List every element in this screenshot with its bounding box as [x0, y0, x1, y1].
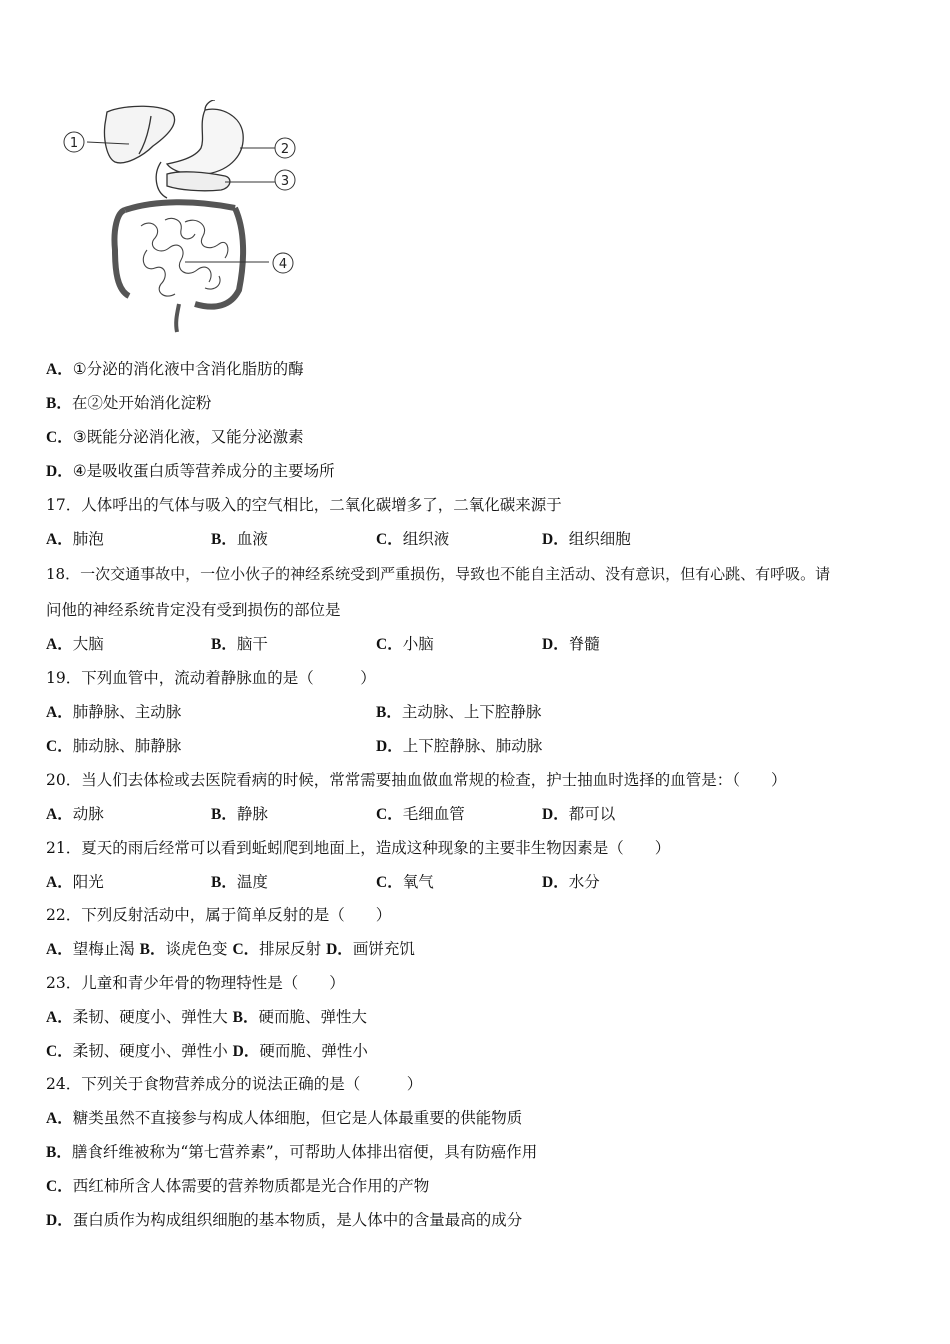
q21-option-b[interactable]: B．温度: [211, 873, 268, 891]
q19-option-b[interactable]: B．主动脉、上下腔静脉: [376, 703, 542, 721]
q24-option-b[interactable]: B．膳食纤维被称为“第七营养素”，可帮助人体排出宿便，具有防癌作用: [46, 1143, 538, 1161]
q24-option-c[interactable]: C．西红柿所含人体需要的营养物质都是光合作用的产物: [46, 1177, 430, 1195]
q20-option-b[interactable]: B．静脉: [211, 805, 268, 823]
q19-option-a[interactable]: A．肺静脉、主动脉: [46, 703, 182, 721]
q22-option-b[interactable]: B．谈虎色变: [139, 940, 228, 958]
q17-stem: 17．人体呼出的气体与吸入的空气相比，二氧化碳增多了，二氧化碳来源于: [46, 496, 562, 514]
figure-label-2: 2: [280, 142, 290, 157]
q17-option-c[interactable]: C．组织液: [376, 530, 450, 548]
q16-option-d[interactable]: D．④是吸收蛋白质等营养成分的主要场所: [46, 462, 335, 480]
q17-option-b[interactable]: B．血液: [211, 530, 268, 548]
q24-option-a[interactable]: A．糖类虽然不直接参与构成人体细胞，但它是人体最重要的供能物质: [46, 1109, 523, 1127]
q18-option-b[interactable]: B．脑干: [211, 635, 268, 653]
q19-option-c[interactable]: C．肺动脉、肺静脉: [46, 737, 182, 755]
figure-label-1: 1: [69, 136, 79, 151]
q20-option-c[interactable]: C．毛细血管: [376, 805, 465, 823]
q20-option-d[interactable]: D．都可以: [542, 805, 616, 823]
figure-label-4: 4: [278, 257, 288, 272]
q23-option-c[interactable]: C．柔韧、硬度小、弹性小: [46, 1042, 228, 1060]
q22-options: [46, 939, 415, 960]
q21-option-a[interactable]: A．阳光: [46, 873, 104, 891]
q18-option-a[interactable]: A．大脑: [46, 635, 104, 653]
q20-option-a[interactable]: A．动脉: [46, 805, 104, 823]
q16-option-b[interactable]: B．在②处开始消化淀粉: [46, 394, 212, 412]
q23-options-row1: [46, 1007, 367, 1028]
q19-stem: 19．下列血管中，流动着静脉血的是（ ）: [46, 669, 376, 687]
digestive-system-diagram: [55, 100, 305, 335]
q19-option-d[interactable]: D．上下腔静脉、肺动脉: [376, 737, 543, 755]
q21-option-d[interactable]: D．水分: [542, 873, 600, 891]
q23-option-a[interactable]: A．柔韧、硬度小、弹性大: [46, 1008, 228, 1026]
q22-option-d[interactable]: D．画饼充饥: [326, 940, 415, 958]
q24-option-d[interactable]: D．蛋白质作为构成组织细胞的基本物质，是人体中的含量最高的成分: [46, 1211, 523, 1229]
q17-option-d[interactable]: D．组织细胞: [542, 530, 631, 548]
q22-option-a[interactable]: A．望梅止渴: [46, 940, 135, 958]
q22-option-c[interactable]: C．排尿反射: [232, 940, 322, 958]
q18-stem-line2: 问他的神经系统肯定没有受到损伤的部位是: [46, 601, 341, 619]
q23-option-b[interactable]: B．硬而脆、弹性大: [232, 1008, 368, 1026]
q18-option-d[interactable]: D．脊髓: [542, 635, 600, 653]
q21-stem: 21．夏天的雨后经常可以看到蚯蚓爬到地面上，造成这种现象的主要非生物因素是（ ）: [46, 839, 671, 857]
q23-option-d[interactable]: D．硬而脆、弹性小: [232, 1042, 368, 1060]
q22-stem: 22．下列反射活动中，属于简单反射的是（ ）: [46, 906, 392, 924]
q24-stem: 24．下列关于食物营养成分的说法正确的是（ ）: [46, 1075, 423, 1093]
q18-stem-line1: 18．一次交通事故中，一位小伙子的神经系统受到严重损伤，导致也不能自主活动、没有意识，但有心跳、有呼吸。请: [46, 565, 831, 583]
q16-option-c[interactable]: C．③既能分泌消化液，又能分泌激素: [46, 428, 304, 446]
q17-option-a[interactable]: A．肺泡: [46, 530, 104, 548]
q23-stem: 23．儿童和青少年骨的物理特性是（ ）: [46, 974, 345, 992]
figure-label-3: 3: [280, 174, 290, 189]
q18-option-c[interactable]: C．小脑: [376, 635, 434, 653]
q23-options-row2: [46, 1041, 368, 1062]
q16-option-a[interactable]: A．①分泌的消化液中含消化脂肪的酶: [46, 360, 304, 378]
q21-option-c[interactable]: C．氧气: [376, 873, 434, 891]
q20-stem: 20．当人们去体检或去医院看病的时候，常常需要抽血做血常规的检查，护士抽血时选择的血管是：（ ）: [46, 771, 787, 789]
